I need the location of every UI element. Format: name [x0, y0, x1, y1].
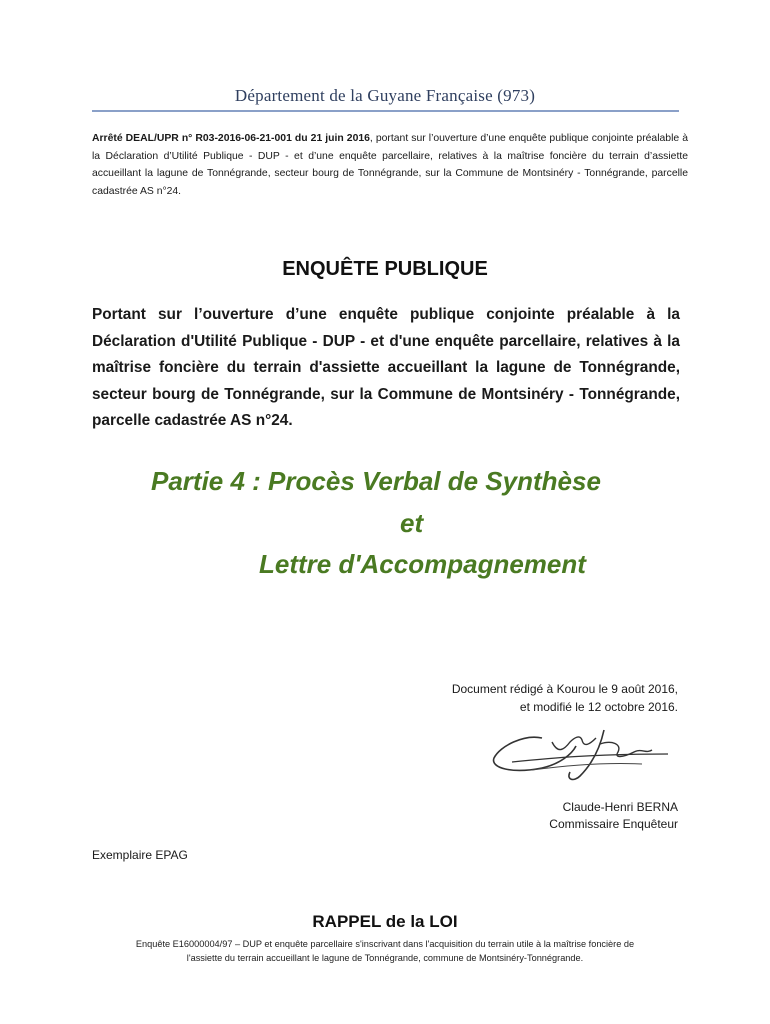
partie-title-line-1: Partie 4 : Procès Verbal de Synthèse — [151, 466, 601, 496]
signer-name: Claude-Henri BERNA — [562, 800, 678, 814]
signer-block — [378, 799, 678, 833]
exemplaire-label: Exemplaire EPAG — [92, 848, 188, 862]
portant-paragraph: Portant sur l’ouverture d’une enquête publique conjointe préalable à la Déclaration d'Utilité Publique - DUP - et d'une enquête parcellaire, relatives à la maîtrise foncière du terrain d'assiette accueillant la lagune de Tonnégrande, secteur bourg de Tonnégrande, sur la Commune de Montsinéry - Tonnégrande, parcelle cadastrée AS n°24. — [92, 306, 680, 430]
document-modifie: et modifié le 12 octobre 2016. — [519, 700, 678, 714]
arrete-reference: Arrêté DEAL/UPR n° R03-2016-06-21-001 du 21 juin 2016 — [92, 133, 370, 144]
partie-title-line-2: et — [400, 508, 424, 538]
footer-line-2: l'assiette du terrain accueillant le lagune de Tonnégrande, commune de Montsinéry-Tonnégrande. — [186, 953, 584, 963]
signer-role: Commissaire Enquêteur — [549, 817, 678, 831]
arrete-paragraph — [92, 130, 688, 200]
footer-line-1: Enquête E16000004/97 – DUP et enquête parcellaire s'inscrivant dans l'acquisition du terrain utile à la maîtrise foncière de — [135, 939, 635, 949]
arrete-text: , portant sur l’ouverture d’une enquête publique conjointe préalable à la Déclaration d’Utilité Publique - DUP - et d’une enquête parcellaire, relatives à la maîtrise foncière du terrain d’assiette accueillant la lagune de Tonnégrande, secteur bourg de Tonnégrande, sur la Commune de Montsinéry - Tonnégrande, parcelle cadastrée AS n°24. — [92, 133, 689, 197]
header-divider — [92, 110, 679, 112]
page-title: ENQUÊTE PUBLIQUE — [282, 258, 488, 280]
department-header: Département de la Guyane Française (973) — [234, 86, 536, 105]
rappel-title: RAPPEL de la LOI — [312, 912, 458, 931]
signature-drawing — [472, 724, 678, 786]
document-redige: Document rédigé à Kourou le 9 août 2016, — [451, 682, 678, 696]
footer-note — [86, 937, 684, 965]
document-date-block — [378, 680, 678, 716]
handwritten-signature — [472, 724, 678, 786]
partie-title-line-3: Lettre d'Accompagnement — [259, 549, 586, 579]
